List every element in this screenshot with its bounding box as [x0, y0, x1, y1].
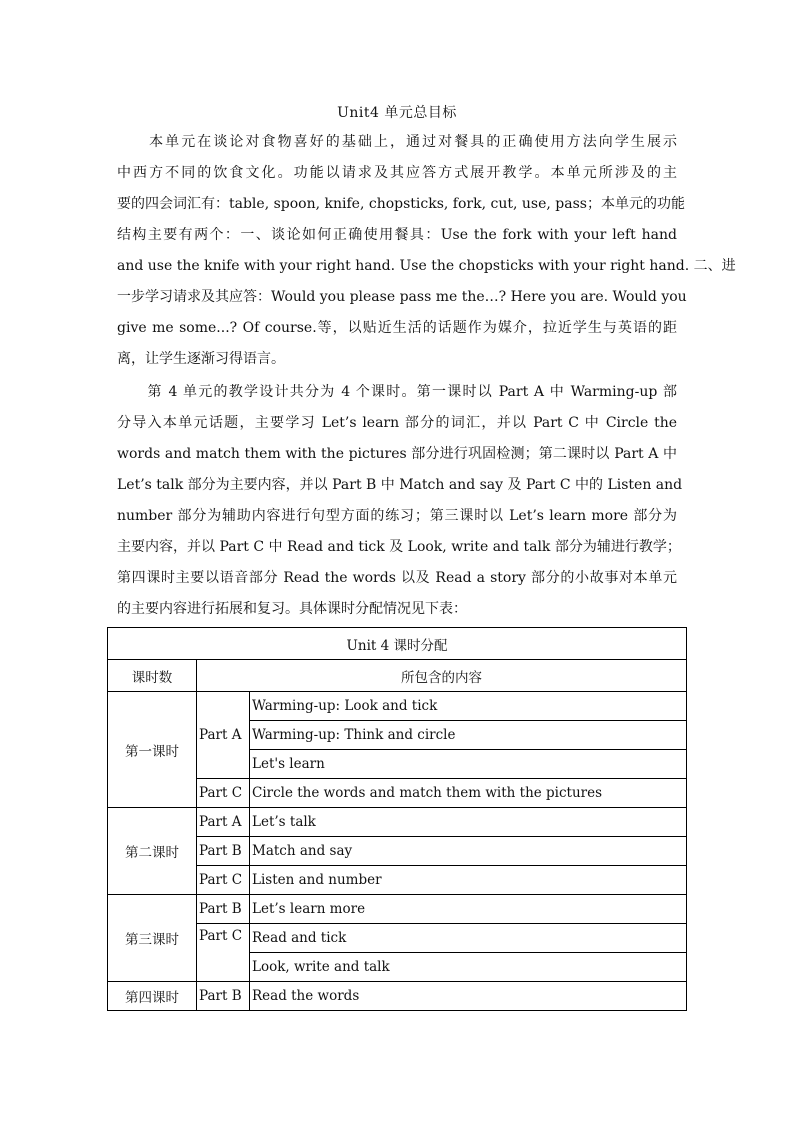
paragraph-line: Let’s talk 部分为主要内容，并以 Part B 中 Match and say 及 Part C 中的 Listen and: [117, 477, 683, 493]
content-cell: Let’s learn more: [250, 895, 687, 924]
part-cell: Part A: [197, 808, 250, 837]
header-lesson-count: 课时数: [108, 660, 197, 692]
header-contents: 所包含的内容: [197, 660, 687, 692]
content-cell: Warming-up: Think and circle: [250, 721, 687, 750]
paragraph-line: 本单元在谈论对食物喜好的基础上，通过对餐具的正确使用方法向学生展示: [117, 134, 677, 150]
paragraph-line: 第四课时主要以语音部分 Read the words 以及 Read a story 部分的小故事对本单元: [117, 570, 677, 586]
content-cell: Match and say: [250, 837, 687, 866]
content-cell: Circle the words and match them with the pictures: [250, 779, 687, 808]
lesson-2-label: 第二课时: [108, 808, 197, 895]
paragraph-line: 一步学习请求及其应答：Would you please pass me the…? Here you are. Would you: [117, 289, 687, 305]
paragraph-line: number 部分为辅助内容进行句型方面的练习；第三课时以 Let’s learn more 部分为: [117, 508, 677, 524]
content-cell: Read and tick: [250, 924, 687, 953]
paragraph-line: 分导入本单元话题，主要学习 Let’s learn 部分的词汇，并以 Part C 中 Circle the: [117, 415, 677, 431]
intro-paragraph: [117, 127, 736, 375]
content-cell: Listen and number: [250, 866, 687, 895]
part-cell: Part A: [197, 692, 250, 779]
paragraph-line: words and match them with the pictures 部分进行巩固检测；第二课时以 Part A 中: [117, 446, 677, 462]
paragraph-line: 的主要内容进行拓展和复习。具体课时分配情况见下表：: [117, 601, 467, 617]
paragraph-line: 第 4 单元的教学设计共分为 4 个课时。第一课时以 Part A 中 Warming-up 部: [117, 384, 677, 400]
part-cell: Part B: [197, 895, 250, 924]
content-cell: Let’s talk: [250, 808, 687, 837]
content-cell: Let's learn: [250, 750, 687, 779]
content-cell: Read the words: [250, 982, 687, 1011]
lesson-3-label: 第三课时: [108, 895, 197, 982]
lesson-4-label: 第四课时: [108, 982, 197, 1011]
paragraph-line: 离，让学生逐渐习得语言。: [117, 351, 285, 367]
paragraph-line: 结构主要有两个：一、谈论如何正确使用餐具：Use the fork with your left hand: [117, 227, 677, 243]
content-cell: Warming-up: Look and tick: [250, 692, 687, 721]
paragraph-line: 主要内容，并以 Part C 中 Read and tick 及 Look, write and talk 部分为辅进行教学；: [117, 539, 681, 555]
part-cell: Part C: [197, 779, 250, 808]
part-cell: Part B: [197, 982, 250, 1011]
paragraph-line: 中西方不同的饮食文化。功能以请求及其应答方式展开教学。本单元所涉及的主: [117, 165, 677, 181]
lesson-1-label: 第一课时: [108, 692, 197, 808]
paragraph-line: 要的四会词汇有：table, spoon, knife, chopsticks, fork, cut, use, pass；本单元的功能: [117, 196, 685, 212]
paragraph-line: give me some...? Of course.等，以贴近生活的话题作为媒介，拉近学生与英语的距: [117, 320, 677, 336]
part-cell: Part C: [197, 924, 250, 982]
lesson-plan-paragraph: [117, 377, 683, 625]
content-cell: Look, write and talk: [250, 953, 687, 982]
part-cell: Part B: [197, 837, 250, 866]
document-title: Unit4 单元总目标: [337, 105, 457, 121]
lesson-allocation-table: [107, 627, 687, 1011]
table-caption: Unit 4 课时分配: [108, 628, 687, 660]
paragraph-line: and use the knife with your right hand. Use the chopsticks with your right hand. 二、进: [117, 258, 736, 274]
part-cell: Part C: [197, 866, 250, 895]
